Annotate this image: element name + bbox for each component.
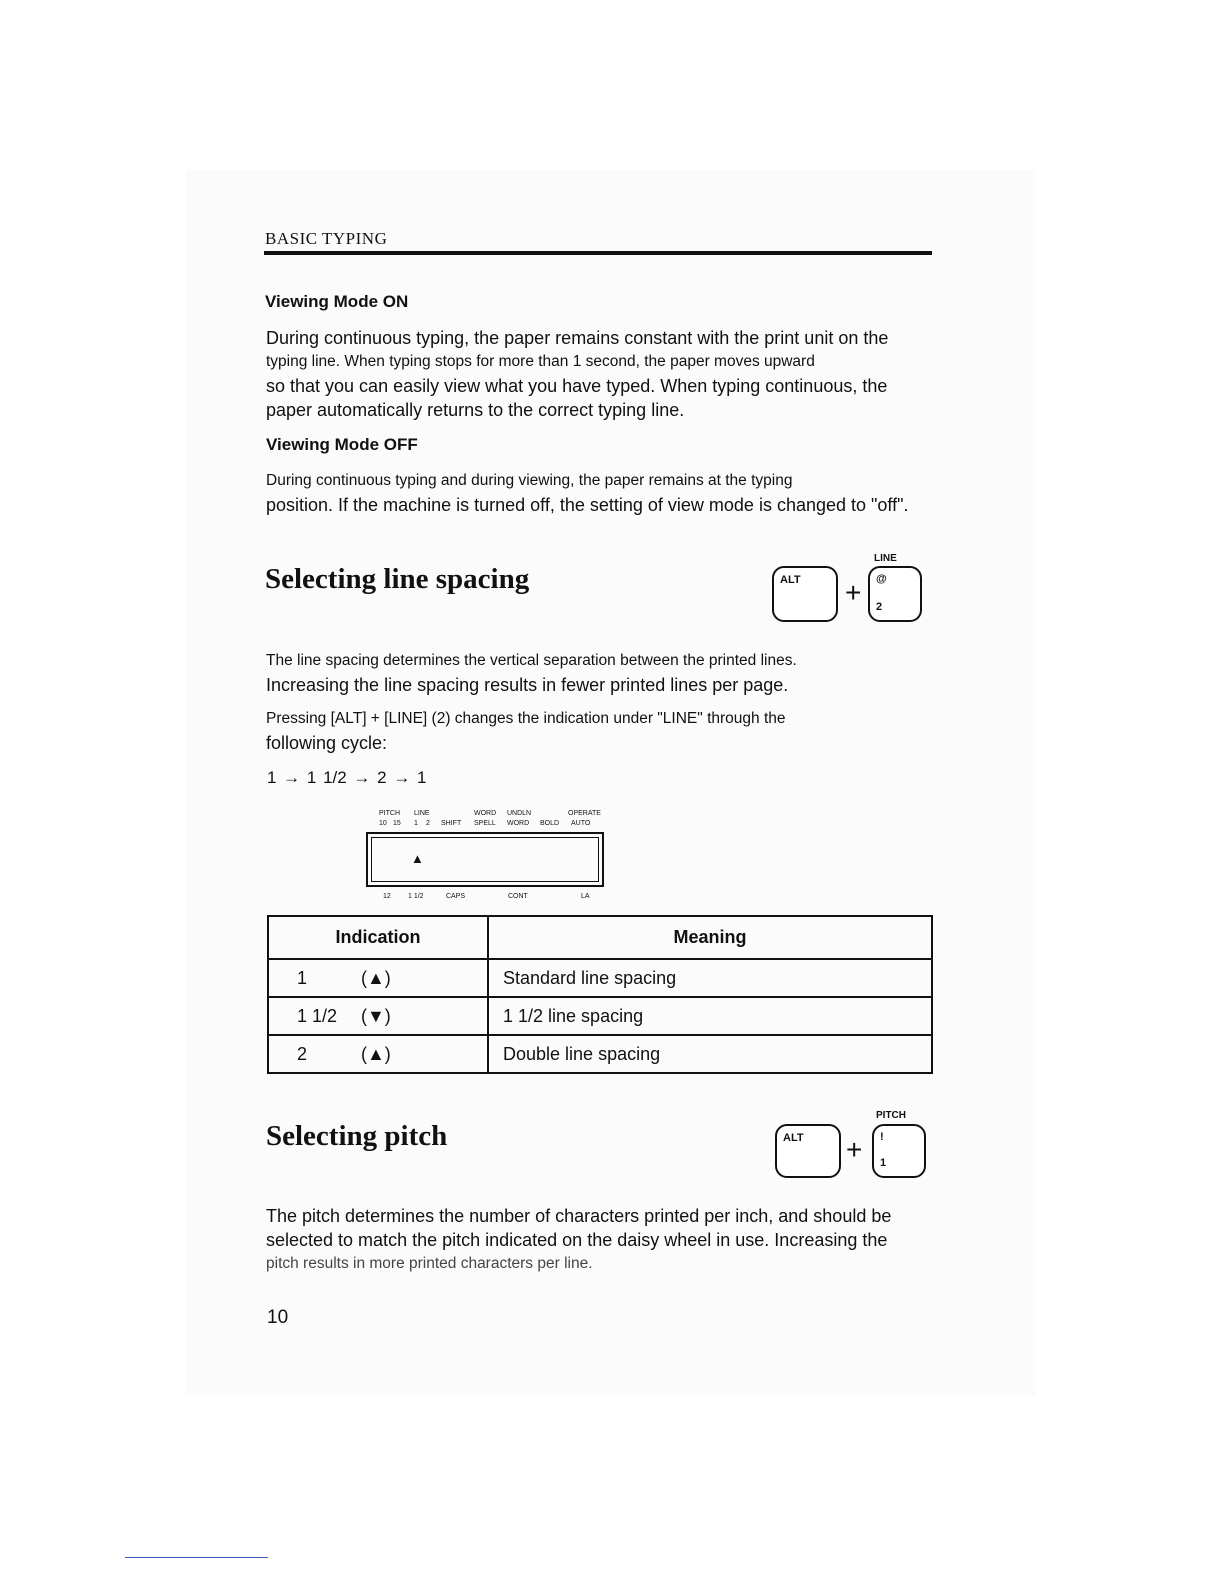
indication-symbol: (▲) [361,1043,391,1064]
indication-cell [268,959,488,997]
panel-label: 15 [393,820,401,827]
viewing-off-paragraph [266,469,934,517]
section-header: BASIC TYPING [265,229,388,248]
panel-label: SHIFT [441,820,462,827]
alt-key-label: ALT [780,574,801,586]
panel-label: CAPS [446,893,466,900]
line-spacing-title: Selecting line spacing [265,563,530,595]
paragraph-line: Increasing the line spacing results in fewer printed lines per page. [266,675,789,695]
indication-table [267,915,933,1074]
viewing-on-heading: Viewing Mode ON [265,292,409,311]
viewing-off-heading: Viewing Mode OFF [266,435,418,454]
panel-label: 2 [426,820,430,827]
paragraph-line: During continuous typing and during viewing, the paper remains at the typing [266,472,793,489]
panel-label: WORD [507,820,530,827]
pitch-paragraph [266,1204,938,1276]
line-key-top-char: @ [876,573,887,585]
line-key-label: LINE [874,553,897,564]
panel-label: OPERATE [568,810,601,817]
paragraph-line: During continuous typing, the paper remains constant with the print unit on the [266,328,889,348]
table-row [268,997,932,1035]
viewing-on-paragraph [266,326,934,422]
panel-label: SPELL [474,820,496,827]
panel-label: 1 [414,820,418,827]
panel-label: LA [581,893,590,900]
pitch-key-top-char: ! [880,1131,884,1143]
paragraph-line: following cycle: [266,733,388,753]
page-number: 10 [267,1307,289,1328]
paragraph-line: The pitch determines the number of characters printed per inch, and should be [266,1206,892,1226]
indication-value: 1 1/2 [297,1005,338,1026]
panel-label: 12 [383,893,391,900]
lcd-display [366,832,604,887]
panel-label: BOLD [540,820,560,827]
plus-sign: + [846,1134,863,1165]
pitch-key-bottom-char: 1 [880,1157,887,1169]
paragraph-line: typing line. When typing stops for more than 1 second, the paper moves upward [266,353,815,370]
meaning-cell: Standard line spacing [488,959,932,997]
paragraph-line: The line spacing determines the vertical separation between the printed lines. [266,652,797,669]
lcd-inner-frame [371,837,599,882]
indication-value: 2 [297,1043,308,1064]
spacing-cycle: 1 → 1 1/2 → 2 → 1 [267,768,427,787]
paragraph-line: position. If the machine is turned off, the setting of view mode is changed to "off". [266,495,909,515]
indication-value: 1 [297,967,308,988]
panel-label: WORD [474,810,497,817]
indication-symbol: (▲) [361,967,391,988]
meaning-header: Meaning [488,916,932,959]
table-row [268,959,932,997]
table-header-row [268,916,932,959]
meaning-cell: 1 1/2 line spacing [488,997,932,1035]
paragraph-line: selected to match the pitch indicated on the daisy wheel in use. Increasing the [266,1230,888,1250]
pitch-title: Selecting pitch [266,1120,448,1152]
indication-symbol: (▼) [361,1005,391,1026]
indication-cell [268,997,488,1035]
panel-label: AUTO [571,820,591,827]
paragraph-line: Pressing [ALT] + [LINE] (2) changes the indication under "LINE" through the [266,710,786,727]
paragraph-line: paper automatically returns to the correct typing line. [266,400,685,420]
indication-cell [268,1035,488,1073]
panel-label: PITCH [379,810,400,817]
meaning-cell: Double line spacing [488,1035,932,1073]
line-key [868,566,922,622]
header-rule [264,251,932,255]
panel-label: 10 [379,820,387,827]
indication-header: Indication [268,916,488,959]
paragraph-line: pitch results in more printed characters per line. [266,1255,593,1272]
panel-label: UNDLN [507,810,532,817]
alt-key [775,1124,841,1178]
panel-label: LINE [414,810,430,817]
pitch-key-label: PITCH [876,1110,906,1121]
plus-sign: + [845,577,862,608]
pitch-key [872,1124,926,1178]
panel-label: 1 1/2 [408,893,424,900]
line-indicator-icon: ▲ [411,851,424,866]
table-row [268,1035,932,1073]
paragraph-line: so that you can easily view what you have typed. When typing continuous, the [266,376,888,396]
line-spacing-paragraph-1 [266,649,934,697]
panel-label: CONT [508,893,528,900]
line-spacing-paragraph-2 [266,707,934,755]
footnote-rule [125,1557,268,1558]
line-key-bottom-char: 2 [876,601,883,613]
alt-key-label: ALT [783,1132,804,1144]
alt-key [772,566,838,622]
